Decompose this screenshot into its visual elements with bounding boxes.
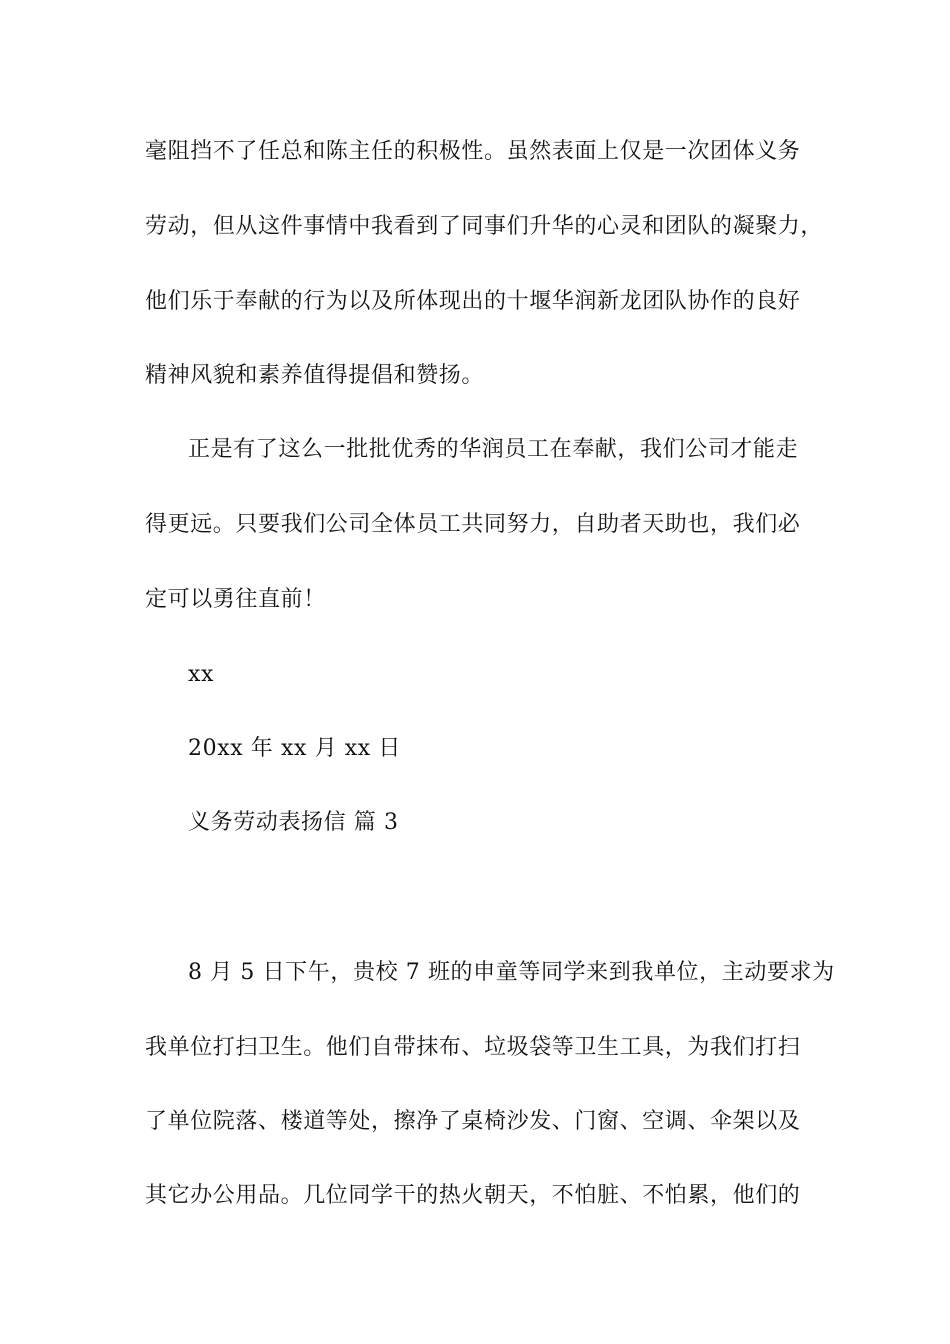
section-title: 义务劳动表扬信 篇 3 (188, 810, 399, 835)
paragraph-line: 定可以勇往直前！ (145, 587, 326, 612)
paragraph-line: 正是有了这么一批批优秀的华润员工在奉献，我们公司才能走 (188, 437, 799, 462)
paragraph-line: 得更远。只要我们公司全体员工共同努力，自助者天助也，我们必 (145, 512, 801, 537)
paragraph-line: 劳动，但从这件事情中我看到了同事们升华的心灵和团队的凝聚力， (145, 214, 824, 239)
paragraph-line: 他们乐于奉献的行为以及所体现出的十堰华润新龙团队协作的良好 (145, 289, 801, 314)
signature: xx (188, 662, 215, 687)
paragraph-line: 其它办公用品。几位同学干的热火朝天，不怕脏、不怕累，他们的 (145, 1183, 801, 1208)
paragraph-line: 精神风貌和素养值得提倡和赞扬。 (145, 363, 485, 388)
paragraph-line: 了单位院落、楼道等处，擦净了桌椅沙发、门窗、空调、伞架以及 (145, 1109, 801, 1134)
paragraph-line: 毫阻挡不了任总和陈主任的积极性。虽然表面上仅是一次团体义务 (145, 139, 801, 164)
paragraph-line: 8 月 5 日下午，贵校 7 班的申童等同学来到我单位，主动要求为 (188, 960, 835, 985)
paragraph-line: 我单位打扫卫生。他们自带抹布、垃圾袋等卫生工具，为我们打扫 (145, 1035, 801, 1060)
letter-date: 20xx 年 xx 月 xx 日 (188, 736, 402, 761)
